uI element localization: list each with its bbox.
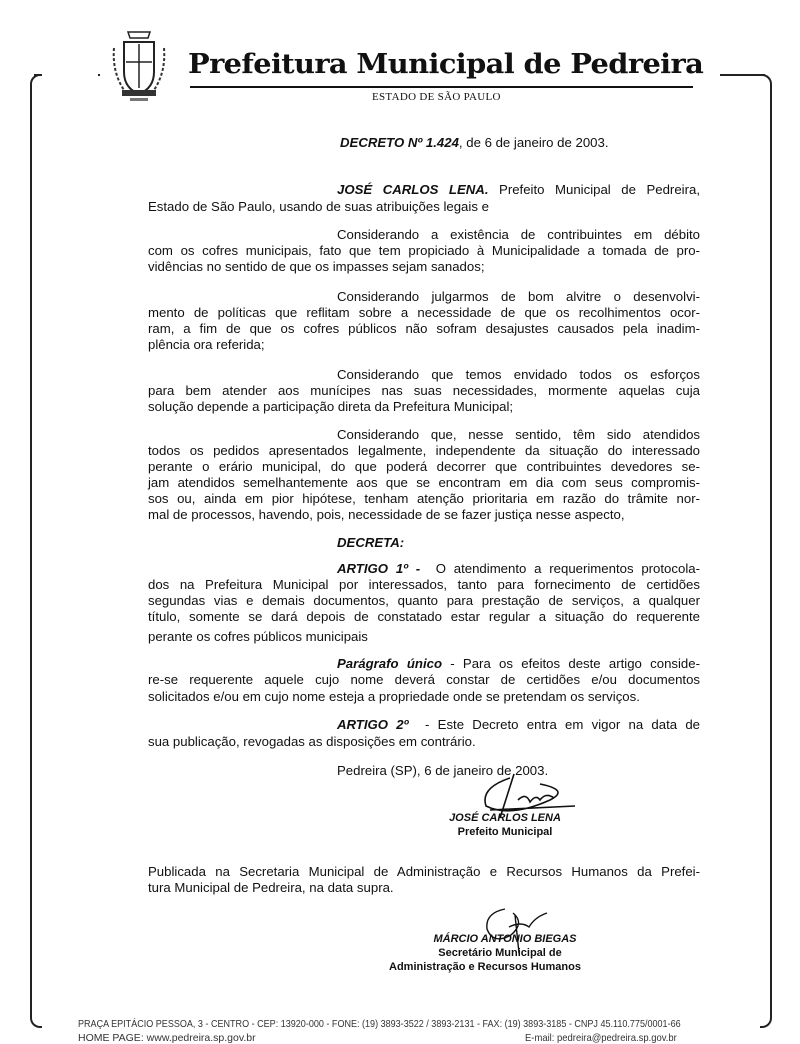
paragraph-text: mal de processos, havendo, pois, necessidade de se fazer justiça nesse aspecto, — [148, 507, 625, 522]
paragraph-line — [148, 593, 700, 609]
signature-role-1: Prefeito Municipal — [457, 826, 553, 838]
paragraph-line — [148, 734, 476, 750]
paragraph-line — [148, 491, 700, 507]
signature-name-1: JOSÉ CARLOS LENA — [449, 812, 561, 824]
paragraph-line — [148, 475, 700, 491]
paragraph-first-line — [337, 535, 404, 551]
paragraph-line — [148, 577, 700, 593]
paragraph-text: Estado de São Paulo, usando de suas atribuições legais e — [148, 199, 489, 214]
paragraph-text: Considerando que temos envidado todos os esforços — [337, 367, 700, 382]
paragraph-text: com os cofres municipais, fato que tem propiciado à Municipalidade a tomada de pro- — [148, 243, 700, 258]
paragraph-text: vidências no sentido de que os impasses sejam sanados; — [148, 259, 485, 274]
page-title: Prefeitura Municipal de Pedreira — [188, 48, 704, 80]
paragraph-first-line — [337, 227, 700, 243]
paragraph-line — [148, 383, 700, 399]
paragraph-first-line — [337, 561, 700, 577]
paragraph-first-line — [337, 289, 700, 305]
paragraph-text: re-se requerente aquele cujo nome deverá constar de certidões e/ou documentos — [148, 672, 700, 687]
paragraph-first-line — [337, 717, 700, 733]
paragraph-text: sos ou, ainda em pior hipótese, tenham atenção prioritaria em razão do trâmite nor- — [148, 491, 700, 506]
signature-role-2a: Secretário Municipal de — [438, 947, 562, 959]
paragraph-text: jam atendidos semelhantemente aos que se encontram em dia com seus compromis- — [148, 475, 700, 490]
paragraph-text: Pedreira (SP), 6 de janeiro de 2003. — [337, 763, 549, 778]
paragraph-text: ram, a fim de que os cofres públicos não sofram desajustes causados pela inadim- — [148, 321, 700, 336]
paragraph-text: Prefeito Municipal de Pedreira, — [488, 182, 700, 197]
title-underline — [190, 86, 693, 88]
paragraph-first-line — [337, 656, 700, 672]
paragraph-line — [148, 399, 513, 415]
publication-line-1: Publicada na Secretaria Municipal de Administração e Recursos Humanos da Prefei- — [148, 864, 700, 879]
paragraph-line — [148, 629, 368, 645]
paragraph-text: Considerando a existência de contribuintes em débito — [337, 227, 700, 242]
frame-left — [30, 74, 42, 1028]
paragraph-text: sua publicação, revogadas as disposições em contrário. — [148, 734, 476, 749]
decree-date: , de 6 de janeiro de 2003. — [458, 135, 609, 150]
paragraph-text: plência ora referida; — [148, 337, 265, 352]
paragraph-text: Considerando que, nesse sentido, têm sido atendidos — [337, 427, 700, 442]
signature-role-2b: Administração e Recursos Humanos — [389, 961, 581, 973]
paragraph-line — [148, 443, 700, 459]
paragraph-line — [148, 507, 625, 523]
footer-address: PRAÇA EPITÁCIO PESSOA, 3 - CENTRO - CEP: 13920-000 - FONE: (19) 3893-3522 / 3893-2131 - FAX: (19) 3893-3185 - CNPJ 45.110.775/0001-66 — [78, 1018, 681, 1030]
paragraph-text: todos os pedidos apresentados legalmente, independente da situação do interessado — [148, 443, 700, 458]
paragraph-text: mento de políticas que reflitam sobre a necessidade de que os recolhimentos ocor- — [148, 305, 700, 320]
paragraph-text: - Para os efeitos deste artigo conside- — [442, 656, 700, 671]
paragraph-text: O atendimento a requerimentos protocola- — [420, 561, 700, 576]
decree-heading — [340, 135, 608, 151]
footer-homepage: HOME PAGE: www.pedreira.sp.gov.br — [78, 1032, 256, 1044]
paragraph-lead: ARTIGO 2º — [337, 717, 409, 732]
paragraph-text: para bem atender aos munícipes nas suas necessidades, mormente aquelas cuja — [148, 383, 700, 398]
paragraph-text: Considerando julgarmos de bom alvitre o desenvolvi- — [337, 289, 700, 304]
paragraph-line — [148, 672, 700, 688]
paragraph-text: dos na Prefeitura Municipal por interessados, tanto para fornecimento de certidões — [148, 577, 700, 592]
paragraph-text: segundas vias e demais documentos, quanto para prestação de serviços, a qualquer — [148, 593, 700, 608]
crest-icon — [110, 28, 168, 104]
paragraph-first-line — [337, 182, 700, 198]
paragraph-lead: DECRETA: — [337, 535, 405, 550]
footer-email: E-mail: pedreira@pedreira.sp.gov.br — [525, 1032, 677, 1044]
paragraph-text: título, somente se dará depois de constatado estar regular a situação do requerente — [148, 609, 700, 624]
paragraph-first-line — [337, 427, 700, 443]
paragraph-line — [148, 243, 700, 259]
paragraph-lead: JOSÉ CARLOS LENA. — [337, 182, 489, 197]
state-subtitle: ESTADO DE SÃO PAULO — [372, 91, 501, 103]
paragraph-line — [148, 609, 700, 625]
frame-top-right — [720, 74, 765, 76]
paragraph-lead: Parágrafo único — [337, 656, 442, 671]
decree-number: DECRETO Nº 1.424 — [340, 135, 459, 150]
paragraph-text: perante os cofres públicos municipais — [148, 629, 368, 644]
paragraph-text: solução depende a participação direta da Prefeitura Municipal; — [148, 399, 514, 414]
frame-right — [760, 74, 772, 1028]
paragraph-line — [148, 689, 640, 705]
paragraph-line — [148, 199, 489, 215]
paragraph-text: - Este Decreto entra em vigor na data de — [408, 717, 701, 732]
signature-name-2: MÁRCIO ANTONIO BIEGAS — [433, 933, 577, 945]
paragraph-text: perante o erário municipal, do que poderá decorrer que contribuintes devedores se- — [148, 459, 700, 474]
paragraph-first-line — [337, 367, 700, 383]
paragraph-line — [148, 305, 700, 321]
paragraph-line — [148, 459, 700, 475]
paragraph-text: solicitados e/ou em cujo nome esteja a propriedade onde se pretendam os serviços. — [148, 689, 640, 704]
paragraph-line — [148, 337, 265, 353]
paragraph-line — [148, 259, 484, 275]
paragraph-line — [148, 321, 700, 337]
paragraph-lead: ARTIGO 1º - — [337, 561, 421, 576]
publication-line-2: tura Municipal de Pedreira, na data supra. — [148, 880, 394, 895]
